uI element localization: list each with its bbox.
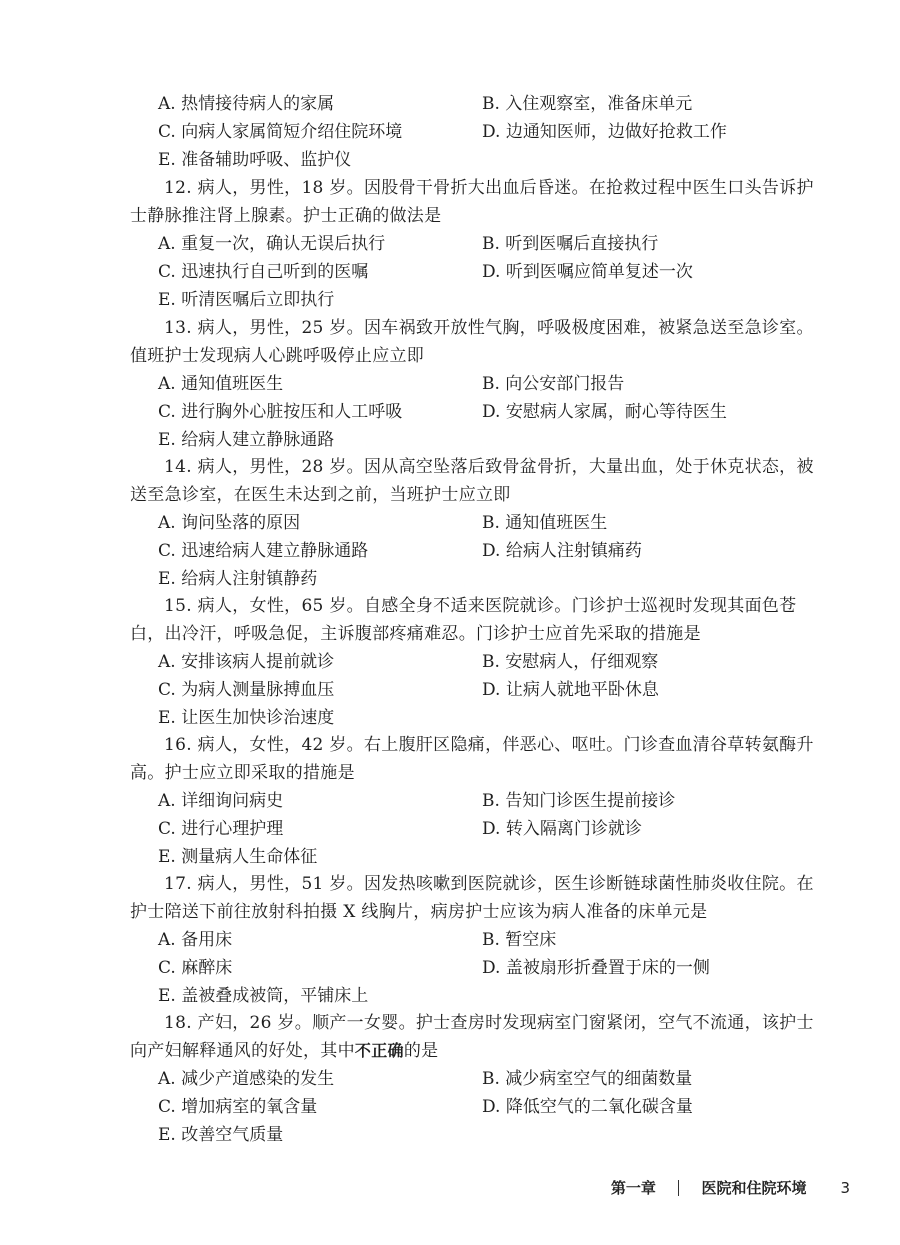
option-d: D. 给病人注射镇痛药 bbox=[482, 541, 642, 561]
option-e: E. 改善空气质量 bbox=[158, 1125, 284, 1145]
option-a: A. 通知值班医生 bbox=[158, 374, 284, 394]
option-a: A. 安排该病人提前就诊 bbox=[158, 652, 335, 672]
option-a: A. 热情接待病人的家属 bbox=[158, 94, 335, 114]
option-b: B. 入住观察室，准备床单元 bbox=[482, 94, 693, 114]
options bbox=[158, 648, 820, 732]
option-b: B. 听到医嘱后直接执行 bbox=[482, 234, 659, 254]
stem-text: 18. 产妇，26 岁。顺产一女婴。护士查房时发现病室门窗紧闭，空气不流通，该护士向产妇解释通风的好处，其中 bbox=[130, 1013, 814, 1061]
option-b: B. 安慰病人，仔细观察 bbox=[482, 652, 659, 672]
question-18 bbox=[130, 1009, 820, 1149]
question-14 bbox=[130, 453, 820, 593]
option-b: B. 告知门诊医生提前接诊 bbox=[482, 791, 676, 811]
question-stem: 15. 病人，女性，65 岁。自感全身不适来医院就诊。门诊护士巡视时发现其面色苍白，出冷汗，呼吸急促，主诉腹部疼痛难忍。门诊护士应首先采取的措施是 bbox=[130, 596, 797, 644]
question-stem: 17. 病人，男性，51 岁。因发热咳嗽到医院就诊，医生诊断链球菌性肺炎收住院。在护士陪送下前往放射科拍摄 X 线胸片，病房护士应该为病人准备的床单元是 bbox=[130, 874, 814, 922]
option-b: B. 向公安部门报告 bbox=[482, 374, 625, 394]
option-b: B. 通知值班医生 bbox=[482, 513, 608, 533]
option-c: C. 迅速执行自己听到的医嘱 bbox=[158, 262, 369, 282]
emphasis-not-correct: 不正确 bbox=[354, 1041, 404, 1060]
question-11-options bbox=[130, 90, 820, 174]
option-e: E. 测量病人生命体征 bbox=[158, 847, 318, 867]
option-e: E. 准备辅助呼吸、监护仪 bbox=[158, 150, 352, 170]
option-c: C. 增加病室的氧含量 bbox=[158, 1097, 318, 1117]
question-stem: 13. 病人，男性，25 岁。因车祸致开放性气胸，呼吸极度困难，被紧急送至急诊室。值班护士发现病人心跳呼吸停止应立即 bbox=[130, 318, 814, 366]
question-17 bbox=[130, 870, 820, 1010]
option-e: E. 听清医嘱后立即执行 bbox=[158, 290, 335, 310]
question-stem: 16. 病人，女性，42 岁。右上腹肝区隐痛，伴恶心、呕吐。门诊查血清谷草转氨酶升高。护士应立即采取的措施是 bbox=[130, 735, 814, 783]
question-16 bbox=[130, 731, 820, 871]
question-15 bbox=[130, 592, 820, 732]
question-stem: 12. 病人，男性，18 岁。因股骨干骨折大出血后昏迷。在抢救过程中医生口头告诉护士静脉推注肾上腺素。护士正确的做法是 bbox=[130, 178, 814, 226]
option-d: D. 边通知医师，边做好抢救工作 bbox=[482, 122, 727, 142]
option-a: A. 询问坠落的原因 bbox=[158, 513, 301, 533]
options bbox=[158, 90, 820, 174]
chapter-title: 医院和住院环境 bbox=[701, 1179, 807, 1197]
option-d: D. 降低空气的二氧化碳含量 bbox=[482, 1097, 693, 1117]
options bbox=[158, 926, 820, 1010]
option-a: A. 备用床 bbox=[158, 930, 233, 950]
option-d: D. 听到医嘱应简单复述一次 bbox=[482, 262, 693, 282]
option-e: E. 给病人注射镇静药 bbox=[158, 569, 318, 589]
question-stem: 14. 病人，男性，28 岁。因从高空坠落后致骨盆骨折，大量出血，处于休克状态，被送至急诊室，在医生未达到之前，当班护士应立即 bbox=[130, 457, 814, 505]
question-13 bbox=[130, 314, 820, 454]
options bbox=[158, 509, 820, 593]
option-c: C. 麻醉床 bbox=[158, 958, 233, 978]
option-c: C. 为病人测量脉搏血压 bbox=[158, 680, 335, 700]
option-e: E. 让医生加快诊治速度 bbox=[158, 708, 335, 728]
option-c: C. 进行心理护理 bbox=[158, 819, 284, 839]
footer-divider bbox=[678, 1180, 680, 1196]
option-c: C. 向病人家属简短介绍住院环境 bbox=[158, 122, 403, 142]
option-b: B. 减少病室空气的细菌数量 bbox=[482, 1069, 693, 1089]
option-d: D. 转入隔离门诊就诊 bbox=[482, 819, 642, 839]
page-footer bbox=[611, 1176, 850, 1200]
options bbox=[158, 1065, 820, 1149]
option-d: D. 盖被扇形折叠置于床的一侧 bbox=[482, 958, 710, 978]
option-e: E. 给病人建立静脉通路 bbox=[158, 430, 335, 450]
option-b: B. 暂空床 bbox=[482, 930, 557, 950]
options bbox=[158, 787, 820, 871]
options bbox=[158, 230, 820, 314]
option-a: A. 详细询问病史 bbox=[158, 791, 284, 811]
options bbox=[158, 370, 820, 454]
option-e: E. 盖被叠成被筒，平铺床上 bbox=[158, 986, 369, 1006]
option-d: D. 安慰病人家属，耐心等待医生 bbox=[482, 402, 727, 422]
option-a: A. 减少产道感染的发生 bbox=[158, 1069, 335, 1089]
option-c: C. 迅速给病人建立静脉通路 bbox=[158, 541, 369, 561]
option-d: D. 让病人就地平卧休息 bbox=[482, 680, 659, 700]
option-c: C. 进行胸外心脏按压和人工呼吸 bbox=[158, 402, 403, 422]
question-stem bbox=[130, 1009, 820, 1065]
stem-text-end: 的是 bbox=[403, 1041, 439, 1061]
chapter-label: 第一章 bbox=[610, 1179, 656, 1197]
option-a: A. 重复一次，确认无误后执行 bbox=[158, 234, 386, 254]
page-number: 3 bbox=[840, 1179, 850, 1197]
question-12 bbox=[130, 174, 820, 314]
